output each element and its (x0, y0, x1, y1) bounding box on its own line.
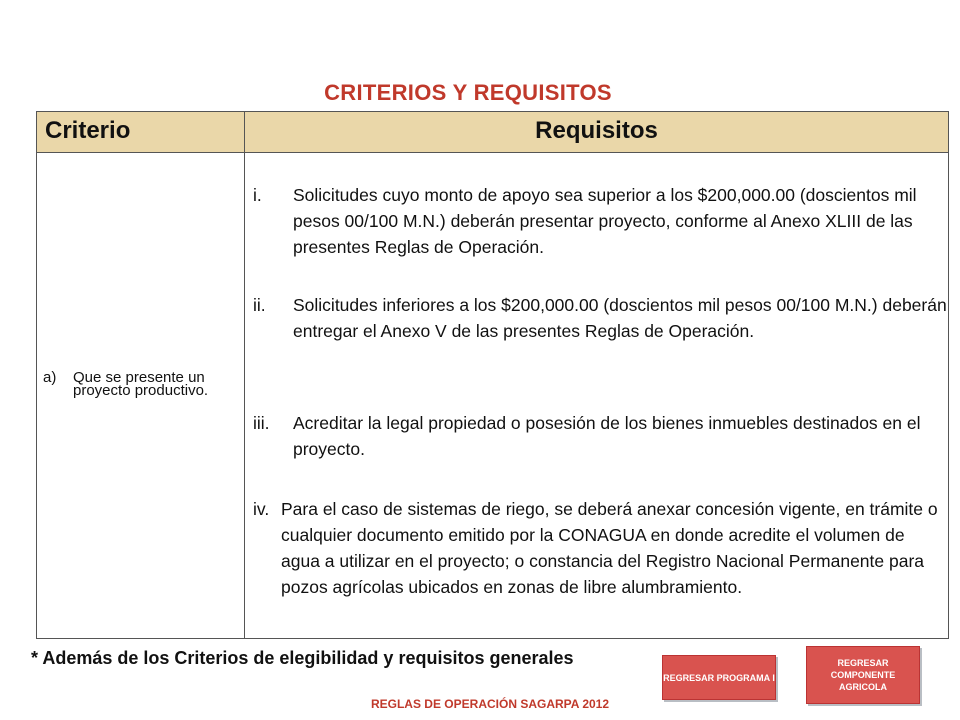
criterio-marker: a) (43, 369, 57, 386)
requisito-text: Solicitudes inferiores a los $200,000.00 (doscientos mil pesos 00/100 M.N.) deberán entregar el Anexo V de las presentes Reglas de Operación. (293, 295, 947, 341)
requisito-number: iii. (253, 413, 270, 433)
regresar-programa-button[interactable] (662, 655, 776, 700)
footnote: * Además de los Criterios de elegibilidad y requisitos generales (31, 648, 574, 668)
header-requisitos: Requisitos (535, 117, 658, 144)
header-criterio: Criterio (45, 117, 131, 144)
column-divider (244, 112, 245, 638)
criterio-text: Que se presente un proyecto productivo. (73, 369, 209, 399)
requisito-number: iv. (253, 499, 270, 519)
regresar-componente-button[interactable] (806, 646, 920, 704)
requisito-text: Acreditar la legal propiedad o posesión de los bienes inmuebles destinados en el proyecto. (293, 413, 921, 459)
requisito-number: i. (253, 185, 262, 205)
requisito-text: Para el caso de sistemas de riego, se deberá anexar concesión vigente, en trámite o cualquier documento emitido por la CONAGUA en donde acredite el volumen de agua a utilizar en el proyecto; o constancia del Registro Nacional Permanente para pozos agrícolas ubicados en zonas de libre alumbramiento. (281, 499, 938, 597)
requisito-number: ii. (253, 295, 266, 315)
footer-text: REGLAS DE OPERACIÓN SAGARPA 2012 (370, 697, 610, 711)
criteria-table (36, 111, 949, 639)
regresar-programa-label: REGRESAR PROGRAMA I (663, 672, 775, 683)
requisito-text: Solicitudes cuyo monto de apoyo sea superior a los $200,000.00 (doscientos mil pesos 00/100 M.N.) deberán presentar proyecto, conforme al Anexo XLIII de las presentes Reglas de Operación. (293, 185, 917, 257)
table-header (37, 112, 948, 153)
page-title: CRITERIOS Y REQUISITOS (324, 80, 612, 105)
regresar-componente-label: REGRESAR COMPONENTE AGRICOLA (830, 658, 896, 692)
